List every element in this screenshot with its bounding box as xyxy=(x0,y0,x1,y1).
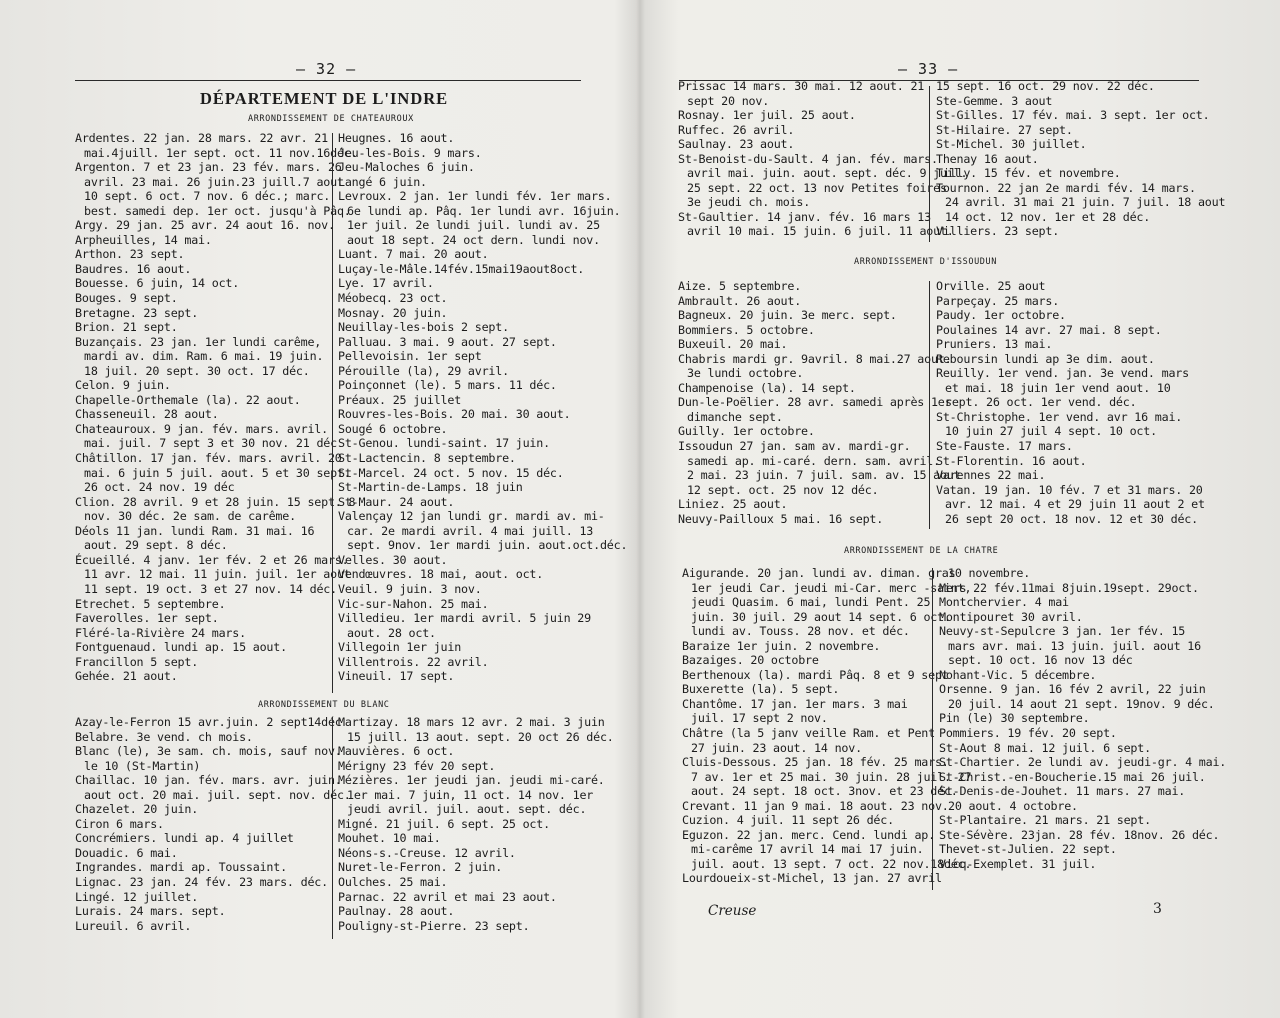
fair-entry-line: Vendœuvres. 18 mai, aout. oct. xyxy=(338,567,544,582)
fair-entry-line: Champenoise (la). 14 sept. xyxy=(678,380,856,395)
fair-entry-line: 14 oct. 12 nov. 1er et 28 déc. xyxy=(945,209,1151,224)
section-title: ARRONDISSEMENT DU BLANC xyxy=(258,700,390,710)
fair-entry-line: mai. juil. 7 sept 3 et 30 nov. 21 déc xyxy=(84,436,337,451)
section-column-right xyxy=(936,79,1226,239)
fair-entry-line: St-Florentin. 16 aout. xyxy=(936,453,1087,468)
fair-entry-line: Veuil. 9 juin. 3 nov. xyxy=(338,581,482,596)
column-divider xyxy=(332,133,333,693)
fair-entry-line: Chasseneuil. 28 aout. xyxy=(75,407,219,422)
fair-entry-line: Cuzion. 4 juil. 11 sept 26 déc. xyxy=(682,813,894,828)
fair-entry-line: Ambrault. 26 aout. xyxy=(678,293,802,308)
fair-entry-line: Varennes 22 mai. xyxy=(936,468,1046,483)
fair-entry-line: juil. aout. 13 sept. 7 oct. 22 nov.18déc. xyxy=(691,856,972,871)
fair-entry-line: Vicq-Exemplet. 31 juil. xyxy=(939,856,1097,871)
fair-entry-line: juin. 30 juil. 29 aout 14 sept. 6 oct. xyxy=(691,609,951,624)
fair-entry-line: Préaux. 25 juillet xyxy=(338,392,462,407)
left-page xyxy=(0,0,636,1018)
fair-entry-line: Châtre (la 5 janv veille Ram. et Pent xyxy=(682,726,935,741)
column-divider xyxy=(929,281,930,529)
fair-entry-line: Bazaiges. 20 octobre xyxy=(682,653,819,668)
fair-entry-line: St-Denis-de-Jouhet. 11 mars. 27 mai. xyxy=(939,784,1186,799)
fair-entry-line: Montipouret 30 avril. xyxy=(939,609,1083,624)
fair-entry-line: car. 2e mardi avril. 4 mai juill. 13 xyxy=(347,523,594,538)
fair-entry-line: Mauvières. 6 oct. xyxy=(338,744,455,759)
fair-entry-line: Issoudun 27 jan. sam av. mardi-gr. xyxy=(678,439,911,454)
fair-entry-line: Celon. 9 juin. xyxy=(75,378,171,393)
fair-entry-line: 20 aout. 4 octobre. xyxy=(948,798,1078,813)
page-number: — 33 — xyxy=(898,60,959,78)
fair-entry-line: sept. 10 oct. 16 nov 13 déc xyxy=(948,653,1133,668)
fair-entry-line: Concrémiers. lundi ap. 4 juillet xyxy=(75,831,294,846)
fair-entry-line: Gehée. 21 aout. xyxy=(75,669,178,684)
fair-entry-line: Arpheuilles, 14 mai. xyxy=(75,232,212,247)
fair-entry-line: sept 20 nov. xyxy=(687,93,770,108)
fair-entry-line: Belabre. 3e vend. ch mois. xyxy=(75,729,253,744)
fair-entry-line: Aize. 5 septembre. xyxy=(678,279,802,293)
fair-entry-line: Thevet-st-Julien. 22 sept. xyxy=(939,842,1117,857)
fair-entry-line: Valençay 12 jan lundi gr. mardi av. mi- xyxy=(338,509,605,524)
fair-entry-line: Guilly. 1er octobre. xyxy=(678,424,815,439)
fair-entry-line: Fontguenaud. lundi ap. 15 aout. xyxy=(75,640,287,655)
fair-entry-line: Mosnay. 20 juin. xyxy=(338,305,448,320)
fair-entry-line: 25 sept. 22 oct. 13 nov Petites foires xyxy=(687,180,947,195)
fair-entry-line: Pin (le) 30 septembre. xyxy=(939,711,1090,726)
fair-entry-line: Pommiers. 19 fév. 20 sept. xyxy=(939,726,1117,741)
fair-entry-line: mi-carême 17 avril 14 mai 17 juin. xyxy=(691,842,924,857)
fair-entry-line: lundi av. Touss. 28 nov. et déc. xyxy=(691,624,910,639)
fair-entry-line: St-Gaultier. 14 janv. fév. 16 mars 13 xyxy=(678,209,931,224)
fair-entry-line: 26 oct. 24 nov. 19 déc xyxy=(84,480,235,495)
fair-entry-line: Villegoin 1er juin xyxy=(338,640,462,655)
fair-entry-line: Mers 22 fév.11mai 8juin.19sept. 29oct. xyxy=(939,580,1199,595)
fair-entry-line: nov. 30 déc. 2e sam. de carême. xyxy=(84,509,296,524)
fair-entry-line: Châtillon. 17 jan. fév. mars. avril. 20 xyxy=(75,451,342,466)
fair-entry-line: St-Aout 8 mai. 12 juil. 6 sept. xyxy=(939,740,1151,755)
fair-entry-line: Clion. 28 avril. 9 et 28 juin. 15 sept. 8 xyxy=(75,494,356,509)
fair-entry-line: Langé 6 juin. xyxy=(338,174,427,189)
fair-entry-line: St-Christ.-en-Boucherie.15 mai 26 juil. xyxy=(939,769,1206,784)
fair-entry-line: Néons-s.-Creuse. 12 avril. xyxy=(338,845,516,860)
fair-entry-line: aout. 24 sept. 18 oct. 3nov. et 23 déc. xyxy=(691,784,958,799)
fair-entry-line: 7 av. 1er et 25 mai. 30 juin. 28 juil. 27 xyxy=(691,769,972,784)
fair-entry-line: Saulnay. 23 aout. xyxy=(678,137,795,152)
fair-entry-line: 15 sept. 16 oct. 29 nov. 22 déc. xyxy=(936,79,1155,93)
fair-entry-line: Chazelet. 20 juin. xyxy=(75,802,199,817)
fair-entry-line: Palluau. 3 mai. 9 aout. 27 sept. xyxy=(338,334,557,349)
section-column-right xyxy=(939,566,1227,871)
fair-entry-line: Pellevoisin. 1er sept xyxy=(338,349,482,364)
fair-entry-line: Jeu-Maloches 6 juin. xyxy=(338,160,475,175)
fair-entry-line: aout. 28 oct. xyxy=(347,625,436,640)
fair-entry-line: Argenton. 7 et 23 jan. 23 fév. mars. 26 xyxy=(75,160,342,175)
section-column-right xyxy=(338,715,614,933)
fair-entry-line: Paulnay. 28 aout. xyxy=(338,904,455,919)
fair-entry-line: et mai. 18 juin 1er vend aout. 10 xyxy=(945,380,1171,395)
fair-entry-line: Neuvy-st-Sepulcre 3 jan. 1er fév. 15 xyxy=(939,624,1186,639)
fair-entry-line: Lourdoueix-st-Michel, 13 jan. 27 avril xyxy=(682,871,942,886)
fair-entry-line: St-Maur. 24 aout. xyxy=(338,494,455,509)
fair-entry-line: Parpeçay. 25 mars. xyxy=(936,293,1060,308)
fair-entry-line: Chabris mardi gr. 9avril. 8 mai.27 aout. xyxy=(678,351,952,366)
fair-entry-line: Arthon. 23 sept. xyxy=(75,247,185,262)
fair-entry-line: 12 sept. oct. 25 nov 12 déc. xyxy=(687,482,879,497)
fair-entry-line: Neuvy-Pailloux 5 mai. 16 sept. xyxy=(678,511,884,526)
fair-entry-line: Orsenne. 9 jan. 16 fév 2 avril, 22 juin xyxy=(939,682,1206,697)
fair-entry-line: St-Genou. lundi-saint. 17 juin. xyxy=(338,436,550,451)
footer-number: 3 xyxy=(1153,901,1162,917)
fair-entry-line: Lingé. 12 juillet. xyxy=(75,889,199,904)
fair-entry-line: Lignac. 23 jan. 24 fév. 23 mars. déc. xyxy=(75,875,328,890)
fair-entry-line: Vineuil. 17 sept. xyxy=(338,669,455,684)
fair-entry-line: Argy. 29 jan. 25 avr. 24 aout 16. nov. xyxy=(75,218,335,233)
fair-entry-line: Mouhet. 10 mai. xyxy=(338,831,441,846)
section-title: ARRONDISSEMENT D'ISSOUDUN xyxy=(854,257,997,267)
fair-entry-line: juil. 17 sept 2 nov. xyxy=(691,711,828,726)
fair-entry-line: dimanche sept. xyxy=(687,409,783,424)
fair-entry-line: 26 sept 20 oct. 18 nov. 12 et 30 déc. xyxy=(945,511,1198,526)
fair-entry-line: avr. 12 mai. 4 et 29 juin 11 aout 2 et xyxy=(945,497,1205,512)
fair-entry-line: Oulches. 25 mai. xyxy=(338,875,448,890)
fair-entry-line: Villiers. 23 sept. xyxy=(936,224,1060,239)
fair-entry-line: 3e lundi octobre. xyxy=(687,366,804,381)
fair-entry-line: Ste-Gemme. 3 aout xyxy=(936,93,1053,108)
fair-entry-line: Berthenoux (la). mardi Pâq. 8 et 9 sept xyxy=(682,667,949,682)
fair-entry-line: Tournon. 22 jan 2e mardi fév. 14 mars. xyxy=(936,180,1196,195)
fair-entry-line: Jeu-les-Bois. 9 mars. xyxy=(338,145,482,160)
fair-entry-line: St-Gilles. 17 fév. mai. 3 sept. 1er oct. xyxy=(936,108,1210,123)
column-divider xyxy=(932,568,933,890)
fair-entry-line: Dun-le-Poëlier. 28 avr. samedi après 1er xyxy=(678,395,952,410)
fair-entry-line: Migné. 21 juil. 6 sept. 25 oct. xyxy=(338,816,550,831)
fair-entry-line: St-Michel. 30 juillet. xyxy=(936,137,1087,152)
fair-entry-line: jeudi Quasim. 6 mai, lundi Pent. 25 xyxy=(691,595,931,610)
fair-entry-line: Baudres. 16 aout. xyxy=(75,261,192,276)
fair-entry-line: Rosnay. 1er juil. 25 aout. xyxy=(678,108,856,123)
fair-entry-line: Luçay-le-Mâle.14fév.15mai19aout8oct. xyxy=(338,261,585,276)
fair-entry-line: Eguzon. 22 jan. merc. Cend. lundi ap. xyxy=(682,827,935,842)
fair-entry-line: Thenay 16 aout. xyxy=(936,151,1039,166)
fair-entry-line: Reuilly. 1er vend. jan. 3e vend. mars xyxy=(936,366,1189,381)
fair-entry-line: jeudi avril. juil. aout. sept. déc. xyxy=(347,802,587,817)
section-column-left xyxy=(682,566,972,886)
fair-entry-line: Chaillac. 10 jan. fév. mars. avr. juin. xyxy=(75,773,342,788)
section-column-left xyxy=(75,715,351,933)
fair-entry-line: Liniez. 25 aout. xyxy=(678,497,788,512)
fair-entry-line: Pérouille (la), 29 avril. xyxy=(338,363,509,378)
fair-entry-line: Blanc (le), 3e sam. ch. mois, sauf nov. xyxy=(75,744,342,759)
fair-entry-line: Faverolles. 1er sept. xyxy=(75,611,219,626)
fair-entry-line: Vic-sur-Nahon. 25 mai. xyxy=(338,596,489,611)
section-title: ARRONDISSEMENT DE LA CHATRE xyxy=(844,546,999,556)
fair-entry-line: Chapelle-Orthemale (la). 22 aout. xyxy=(75,392,301,407)
fair-entry-line: Mérigny 23 fév 20 sept. xyxy=(338,758,496,773)
fair-entry-line: St-Marcel. 24 oct. 5 nov. 15 déc. xyxy=(338,465,564,480)
fair-entry-line: Lye. 17 avril. xyxy=(338,276,434,291)
fair-entry-line: 18 juil. 20 sept. 30 oct. 17 déc. xyxy=(84,363,310,378)
fair-entry-line: Sougé 6 octobre. xyxy=(338,421,448,436)
fair-entry-line: 1er juil. 2e lundi juil. lundi av. 25 xyxy=(347,218,600,233)
fair-entry-line: 2 mai. 23 juin. 7 juil. sam. av. 15 aout xyxy=(687,468,961,483)
fair-entry-line: Ardentes. 22 jan. 28 mars. 22 avr. 21 xyxy=(75,131,328,145)
fair-entry-line: St-Chartier. 2e lundi av. jeudi-gr. 4 mai. xyxy=(939,755,1227,770)
fair-entry-line: Reboursin lundi ap 3e dim. aout. xyxy=(936,351,1155,366)
fair-entry-line: Bouesse. 6 juin, 14 oct. xyxy=(75,276,240,291)
fair-entry-line: St-Benoist-du-Sault. 4 jan. fév. mars. xyxy=(678,151,938,166)
right-page xyxy=(644,0,1280,1018)
fair-entry-line: Lureuil. 6 avril. xyxy=(75,918,192,933)
fair-entry-line: 15 juill. 13 aout. sept. 20 oct 26 déc. xyxy=(347,729,614,744)
fair-entry-line: 1er jeudi Car. jeudi mi-Car. merc -saint, xyxy=(691,580,972,595)
fair-entry-line: Parnac. 22 avril et mai 23 aout. xyxy=(338,889,557,904)
fair-entry-line: Paudy. 1er octobre. xyxy=(936,308,1066,323)
fair-entry-line: Rouvres-les-Bois. 20 mai. 30 aout. xyxy=(338,407,571,422)
fair-entry-line: avril. 23 mai. 26 juin.23 juill.7 aout xyxy=(84,174,344,189)
fair-entry-line: 24 avril. 31 mai 21 juin. 7 juil. 18 aout xyxy=(945,195,1226,210)
fair-entry-line: Ste-Sévère. 23jan. 28 fév. 18nov. 26 déc. xyxy=(939,827,1220,842)
fair-entry-line: 10 novembre. xyxy=(948,566,1031,580)
fair-entry-line: Ruffec. 26 avril. xyxy=(678,122,795,137)
fair-entry-line: Bagneux. 20 juin. 3e merc. sept. xyxy=(678,308,897,323)
fair-entry-line: 10 sept. 6 oct. 7 nov. 6 déc.; marc. xyxy=(84,189,331,204)
fair-entry-line: Tilly. 15 fév. et novembre. xyxy=(936,166,1121,181)
fair-entry-line: Orville. 25 aout xyxy=(936,279,1046,293)
fair-entry-line: Buxerette (la). 5 sept. xyxy=(682,682,840,697)
fair-entry-line: St-Martin-de-Lamps. 18 juin xyxy=(338,480,523,495)
fair-entry-line: best. samedi dep. 1er oct. jusqu'à Pâq. xyxy=(84,203,351,218)
fair-entry-line: Nuret-le-Ferron. 2 juin. xyxy=(338,860,503,875)
fair-entry-line: sept. 9nov. 1er mardi juin. aout.oct.déc. xyxy=(347,538,628,553)
fair-entry-line: Villedieu. 1er mardi avril. 5 juin 29 xyxy=(338,611,591,626)
fair-entry-line: Méobecq. 23 oct. xyxy=(338,291,448,306)
fair-entry-line: aout oct. 20 mai. juil. sept. nov. déc. xyxy=(84,787,351,802)
fair-entry-line: Poinçonnet (le). 5 mars. 11 déc. xyxy=(338,378,557,393)
fair-entry-line: 20 juil. 14 aout 21 sept. 19nov. 9 déc. xyxy=(948,696,1215,711)
fair-entry-line: aout. 29 sept. 8 déc. xyxy=(84,538,228,553)
fair-entry-line: Levroux. 2 jan. 1er lundi fév. 1er mars. xyxy=(338,189,612,204)
fair-entry-line: Lurais. 24 mars. sept. xyxy=(75,904,226,919)
fair-entry-line: Fléré-la-Rivière 24 mars. xyxy=(75,625,246,640)
fair-entry-line: Ciron 6 mars. xyxy=(75,816,164,831)
fair-entry-line: Villentrois. 22 avril. xyxy=(338,654,489,669)
fair-entry-line: Mézières. 1er jeudi jan. jeudi mi-caré. xyxy=(338,773,605,788)
fair-entry-line: Pouligny-st-Pierre. 23 sept. xyxy=(338,918,530,933)
fair-entry-line: le 10 (St-Martin) xyxy=(84,758,201,773)
fair-entry-line: St-Plantaire. 21 mars. 21 sept. xyxy=(939,813,1151,828)
fair-entry-line: Martizay. 18 mars 12 avr. 2 mai. 3 juin xyxy=(338,715,605,729)
section-column-left xyxy=(75,131,358,684)
fair-entry-line: mai. 6 juin 5 juil. aout. 5 et 30 sept. xyxy=(84,465,351,480)
section-column-left xyxy=(678,79,968,239)
fair-entry-line: 1er mai. 7 juin, 11 oct. 14 nov. 1er xyxy=(347,787,594,802)
fair-entry-line: Ste-Fauste. 17 mars. xyxy=(936,439,1073,454)
header-rule xyxy=(75,80,581,81)
fair-entry-line: Crevant. 11 jan 9 mai. 18 aout. 23 nov. xyxy=(682,798,949,813)
fair-entry-line: samedi ap. mi-caré. dern. sam. avril. xyxy=(687,453,940,468)
footer-label: Creuse xyxy=(708,903,757,919)
fair-entry-line: 11 sept. 19 oct. 3 et 27 nov. 14 déc. xyxy=(84,581,337,596)
column-divider xyxy=(929,86,930,242)
column-divider xyxy=(332,717,333,939)
fair-entry-line: mardi av. dim. Ram. 6 mai. 19 juin. xyxy=(84,349,324,364)
fair-entry-line: Cluis-Dessous. 25 jan. 18 fév. 25 mars. xyxy=(682,755,949,770)
fair-entry-line: Vatan. 19 jan. 10 fév. 7 et 31 mars. 20 xyxy=(936,482,1203,497)
section-title: ARRONDISSEMENT DE CHATEAUROUX xyxy=(248,114,414,124)
fair-entry-line: St-Hilaire. 27 sept. xyxy=(936,122,1073,137)
fair-entry-line: Bommiers. 5 octobre. xyxy=(678,322,815,337)
fair-entry-line: Velles. 30 aout. xyxy=(338,552,448,567)
fair-entry-line: St-Lactencin. 8 septembre. xyxy=(338,451,516,466)
fair-entry-line: Francillon 5 sept. xyxy=(75,654,199,669)
fair-entry-line: Bouges. 9 sept. xyxy=(75,291,178,306)
fair-entry-line: Nohant-Vic. 5 décembre. xyxy=(939,667,1097,682)
fair-entry-line: Déols 11 jan. lundi Ram. 31 mai. 16 xyxy=(75,523,315,538)
fair-entry-line: Etrechet. 5 septembre. xyxy=(75,596,226,611)
fair-entry-line: Douadic. 6 mai. xyxy=(75,845,178,860)
fair-entry-line: Luant. 7 mai. 20 aout. xyxy=(338,247,489,262)
fair-entry-line: Chateauroux. 9 jan. fév. mars. avril. xyxy=(75,421,328,436)
fair-entry-line: Neuillay-les-bois 2 sept. xyxy=(338,320,509,335)
fair-entry-line: Baraize 1er juin. 2 novembre. xyxy=(682,638,881,653)
fair-entry-line: Brion. 21 sept. xyxy=(75,320,178,335)
fair-entry-line: Pruniers. 13 mai. xyxy=(936,337,1053,352)
fair-entry-line: St-Christophe. 1er vend. avr 16 mai. xyxy=(936,409,1183,424)
fair-entry-line: Chantôme. 17 jan. 1er mars. 3 mai xyxy=(682,696,908,711)
fair-entry-line: Buxeuil. 20 mai. xyxy=(678,337,788,352)
page-number: — 32 — xyxy=(296,60,357,78)
fair-entry-line: Buzançais. 23 jan. 1er lundi carême, xyxy=(75,334,322,349)
section-column-left xyxy=(678,279,961,526)
fair-entry-line: avril mai. juin. aout. sept. déc. 9 juil. xyxy=(687,166,968,181)
fair-entry-line: Bretagne. 23 sept. xyxy=(75,305,199,320)
section-column-right xyxy=(936,279,1205,526)
fair-entry-line: Heugnes. 16 aout. xyxy=(338,131,455,145)
fair-entry-line: 11 avr. 12 mai. 11 juin. juil. 1er aout xyxy=(84,567,351,582)
fair-entry-line: Écueillé. 4 janv. 1er fév. 2 et 26 mars. xyxy=(75,552,349,567)
fair-entry-line: 3e jeudi ch. mois. xyxy=(687,195,811,210)
fair-entry-line: avril 10 mai. 15 juin. 6 juil. 11 aout. xyxy=(687,224,954,239)
fair-entry-line: Azay-le-Ferron 15 avr.juin. 2 sept14déc xyxy=(75,715,342,729)
fair-entry-line: Prissac 14 mars. 30 mai. 12 aout. 21 xyxy=(678,79,925,93)
fair-entry-line: 10 juin 27 juil 4 sept. 10 oct. xyxy=(945,424,1157,439)
department-title: DÉPARTEMENT DE L'INDRE xyxy=(200,89,449,108)
fair-entry-line: mars avr. mai. 13 juin. juil. aout 16 xyxy=(948,638,1201,653)
fair-entry-line: Ingrandes. mardi ap. Toussaint. xyxy=(75,860,287,875)
fair-entry-line: aout 18 sept. 24 oct dern. lundi nov. xyxy=(347,232,600,247)
fair-entry-line: sept. 26 oct. 1er vend. déc. xyxy=(945,395,1137,410)
fair-entry-line: 6e lundi ap. Pâq. 1er lundi avr. 16juin. xyxy=(347,203,621,218)
fair-entry-line: 27 juin. 23 aout. 14 nov. xyxy=(691,740,862,755)
fair-entry-line: Poulaines 14 avr. 27 mai. 8 sept. xyxy=(936,322,1162,337)
section-column-right xyxy=(338,131,628,684)
fair-entry-line: Aigurande. 20 jan. lundi av. diman. gras xyxy=(682,566,956,580)
fair-entry-line: mai.4juill. 1er sept. oct. 11 nov.16déc. xyxy=(84,145,358,160)
fair-entry-line: Montchervier. 4 mai xyxy=(939,595,1069,610)
